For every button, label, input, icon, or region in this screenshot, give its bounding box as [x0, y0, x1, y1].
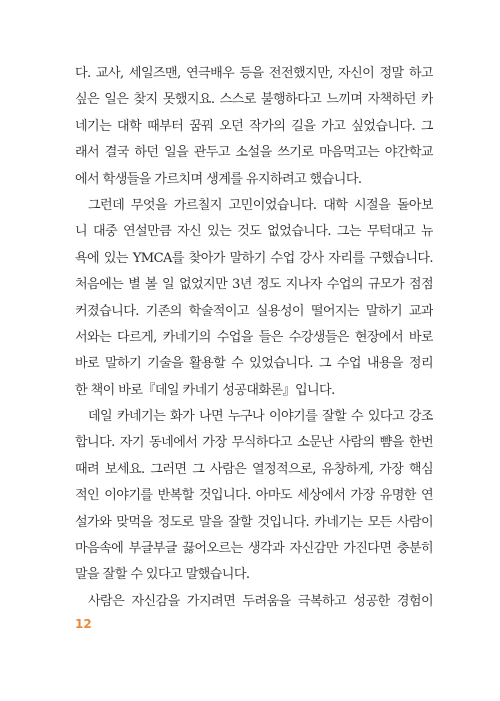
text-line: 설가와 맞먹을 정도로 말을 잘할 것입니다. 카네기는 모든 사람이 [75, 514, 433, 530]
text-line: 한 책이 바로『데일 카네기 성공대화론』입니다. [75, 382, 335, 398]
text-line: 다. 교사, 세일즈맨, 연극배우 등을 전전했지만, 자신이 정말 하고 [75, 66, 433, 81]
body-text [75, 61, 433, 615]
text-line: 처음에는 별 볼 일 없었지만 3년 정도 지나자 수업의 규모가 점점 [75, 277, 433, 293]
text-line: 커졌습니다. 기존의 학술적이고 실용성이 떨어지는 말하기 교과 [75, 303, 433, 319]
paragraph-1 [75, 61, 433, 193]
text-line: 에서 학생들을 가르치며 생계를 유지하려고 했습니다. [75, 171, 362, 187]
text-line: 때려 보세요. 그러면 그 사람은 열정적으로, 유창하게, 가장 핵심 [75, 461, 433, 477]
text-line: 그런데 무엇을 가르칠지 고민이었습니다. 대학 시절을 돌아보 [88, 197, 433, 213]
text-line: 네기는 대학 때부터 꿈꿔 오던 작가의 길을 가고 싶었습니다. 그 [75, 118, 433, 134]
text-line: 싶은 일은 찾지 못했지요. 스스로 불행하다고 느끼며 자책하던 카 [75, 92, 433, 108]
text-line: 말을 잘할 수 있다고 말했습니다. [75, 567, 250, 583]
paragraph-3 [75, 404, 433, 589]
text-line: 마음속에 부글부글 끓어오르는 생각과 자신감만 가진다면 충분히 [75, 541, 433, 557]
text-line: 서와는 다르게, 카네기의 수업을 들은 수강생들은 현장에서 바로 [75, 329, 433, 345]
text-line: 래서 결국 하던 일을 관두고 소설을 쓰기로 마음먹고는 야간학교 [75, 145, 433, 161]
text-line: 사람은 자신감을 가지려면 두려움을 극복하고 성공한 경험이 [88, 593, 433, 609]
paragraph-2 [75, 193, 433, 404]
text-line: 데일 카네기는 화가 나면 누구나 이야기를 잘할 수 있다고 강조 [88, 409, 433, 425]
text-line: 욕에 있는 YMCA를 찾아가 말하기 수업 강사 자리를 구했습니다. [75, 250, 433, 266]
page-number: 12 [75, 617, 92, 631]
text-line: 바로 말하기 기술을 활용할 수 있었습니다. 그 수업 내용을 정리 [75, 356, 433, 372]
text-line: 적인 이야기를 반복할 것입니다. 아마도 세상에서 가장 유명한 연 [75, 488, 433, 504]
paragraph-4 [75, 589, 433, 615]
text-line: 합니다. 자기 동네에서 가장 무식하다고 소문난 사람의 뺨을 한번 [75, 435, 433, 451]
text-line: 니 대중 연설만큼 자신 있는 것도 없었습니다. 그는 무턱대고 뉴 [75, 224, 433, 240]
